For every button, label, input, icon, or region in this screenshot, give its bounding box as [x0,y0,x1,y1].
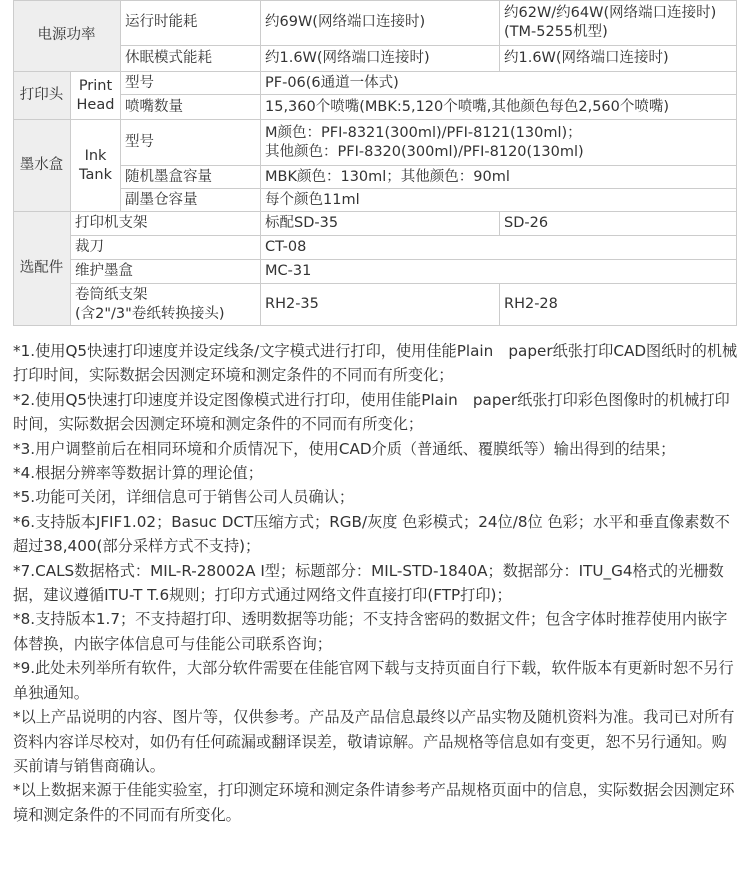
disclaimer-product: *以上产品说明的内容、图片等，仅供参考。产品及产品信息最终以产品实物及随机资料为准。我司已对所有资料内容详尽校对，如仍有任何疏漏或翻译误差，敬请谅解。产品规格等信息如有变更，恕不另行通知。购买前请与销售商确认。 [13,708,735,775]
ink-model-value [261,120,737,166]
options-maintenance-value: MC-31 [261,260,737,284]
options-category: 选配件 [13,212,71,326]
options-roll-label-line1: 卷筒纸支架 [75,286,148,303]
ink-model-line2: 其他颜色：PFI-8320(300ml)/PFI-8120(130ml) [265,143,584,160]
options-roll-label-line2: (含2"/3"卷纸转换接头) [75,305,225,322]
ink-model-line1: M颜色：PFI-8321(300ml)/PFI-8121(130ml)； [265,124,582,141]
spec-table [13,0,737,326]
power-operation-value-2: 约62W/约64W(网络端口连接时)(TM-5255机型) [500,0,737,46]
ink-subtank-value: 每个颜色11ml [261,189,737,212]
options-cutter-label: 裁刀 [71,236,261,260]
ink-en-line2: Tank [79,166,112,183]
footnotes [13,339,739,827]
footnote-3: *3.用户调整前后在相同环境和介质情况下，使用CAD介质（普通纸、覆膜纸等）输出得到的结果； [13,439,676,458]
ink-subtank-label: 副墨仓容量 [121,189,261,212]
power-sleep-label: 休眠模式能耗 [121,46,261,72]
options-cutter-value: CT-08 [261,236,737,260]
ink-bundled-value: MBK颜色：130ml；其他颜色：90ml [261,166,737,189]
options-maintenance-label: 维护墨盒 [71,260,261,284]
options-stand-value-2: SD-26 [500,212,737,236]
printhead-en-line2: Head [76,96,115,113]
footnote-6: *6.支持版本JFIF1.02；Basuc DCT压缩方式；RGB/灰度 色彩模式；24位/8位 色彩；水平和垂直像素数不超过38,400(部分采样方式不支持)； [13,512,730,556]
printhead-model-label: 型号 [121,72,261,95]
ink-bundled-label: 随机墨盒容量 [121,166,261,189]
power-sleep-value-2: 约1.6W(网络端口连接时) [500,46,737,72]
power-operation-value-1: 约69W(网络端口连接时) [261,0,500,46]
footnote-7: *7.CALS数据格式：MIL-R-28002A I型；标题部分：MIL-STD-1840A；数据部分：ITU_G4格式的光栅数据，建议遵循ITU-T T.6规则；打印方式通过网络文件直接打印(FTP打印)； [13,561,724,605]
power-category: 电源功率 [13,0,121,72]
power-operation-label: 运行时能耗 [121,0,261,46]
printhead-nozzles-label: 喷嘴数量 [121,95,261,120]
options-roll-label [71,284,261,326]
footnote-8: *8.支持版本1.7；不支持超打印、透明数据等功能；不支持含密码的数据文件；包含字体时推荐使用内嵌字体替换，内嵌字体信息可与佳能公司联系咨询； [13,610,728,653]
power-sleep-value-1: 约1.6W(网络端口连接时) [261,46,500,72]
options-stand-value-1: 标配SD-35 [261,212,500,236]
footnote-4: *4.根据分辨率等数据计算的理论值； [13,464,263,483]
printhead-en-label [71,72,121,120]
printhead-nozzles-value: 15,360个喷嘴(MBK:5,120个喷嘴,其他颜色每色2,560个喷嘴) [261,95,737,120]
footnote-2: *2.使用Q5快速打印速度并设定图像模式进行打印，使用佳能Plain paper纸张打印彩色图像时的机械打印时间，实际数据会因测定环境和测定条件的不同而有所变化； [13,390,730,434]
footnote-5: *5.功能可关闭，详细信息可于销售公司人员确认； [13,488,355,507]
printhead-category: 打印头 [13,72,71,120]
disclaimer-lab: *以上数据来源于佳能实验室，打印测定环境和测定条件请参考产品规格页面中的信息，实际数据会因测定环境和测定条件的不同而有所变化。 [13,781,735,824]
ink-category: 墨水盒 [13,120,71,212]
ink-en-label [71,120,121,212]
printhead-model-value: PF-06(6通道一体式) [261,72,737,95]
footnote-9: *9.此处未列举所有软件，大部分软件需要在佳能官网下载与支持页面自行下载，软件版本有更新时恕不另行单独通知。 [13,659,734,702]
ink-model-label: 型号 [121,120,261,166]
ink-en-line1: Ink [84,147,107,164]
options-stand-label: 打印机支架 [71,212,261,236]
options-roll-value-2: RH2-28 [500,284,737,326]
footnote-1: *1.使用Q5快速打印速度并设定线条/文字模式进行打印，使用佳能Plain paper纸张打印CAD图纸时的机械打印时间，实际数据会因测定环境和测定条件的不同而有所变化； [13,342,738,385]
options-roll-value-1: RH2-35 [261,284,500,326]
printhead-en-line1: Print [78,77,113,94]
